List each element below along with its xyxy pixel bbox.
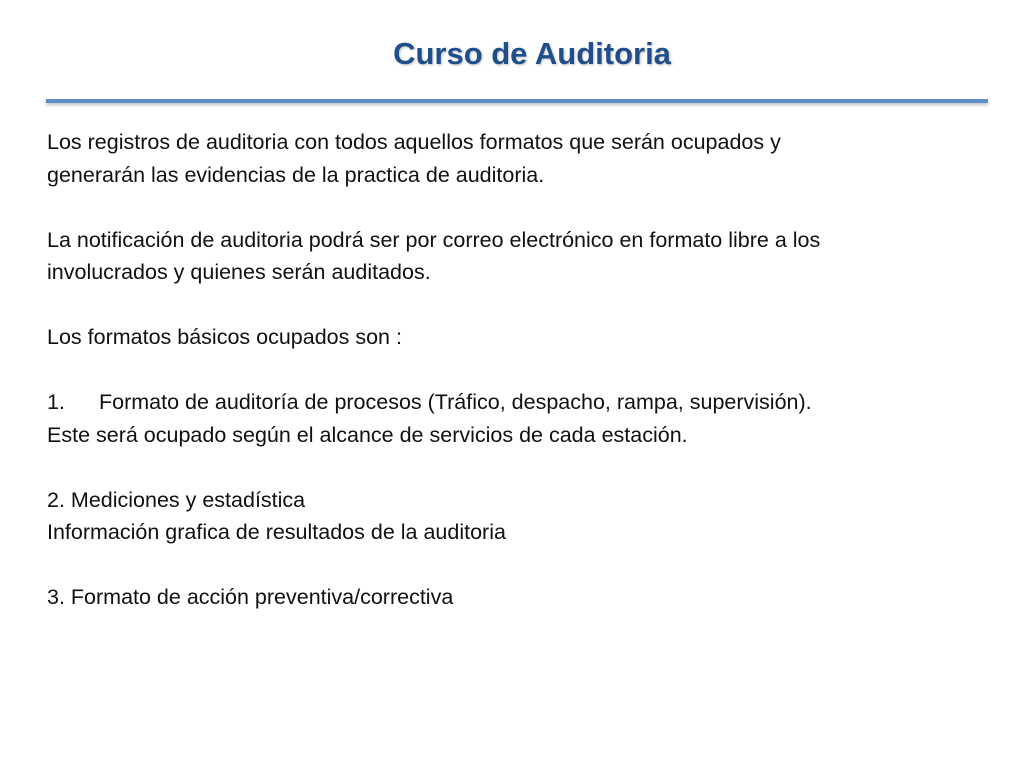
paragraph-gap [47, 451, 1017, 484]
slide-title: Curso de Auditoria [393, 36, 671, 71]
body-text-line: Los registros de auditoria con todos aquellos formatos que serán ocupados y [47, 130, 781, 154]
paragraph-gap [47, 549, 1017, 582]
slide-body [47, 126, 1017, 614]
list-item-2: 2. Mediciones y estadística [47, 487, 306, 512]
list-item-text: Formato de auditoría de procesos (Tráfico, despacho, rampa, supervisión). [99, 390, 812, 414]
list-item-1 [47, 386, 1017, 419]
list-item-number: 1. [47, 390, 65, 414]
list-item-3: 3. Formato de acción preventiva/correctiva [47, 585, 454, 609]
list-item-note: Este será ocupado según el alcance de servicios de cada estación. [47, 422, 688, 447]
body-text-line: generarán las evidencias de la practica de auditoria. [47, 162, 545, 187]
paragraph-gap [47, 289, 1017, 322]
body-text-line: Los formatos básicos ocupados son : [47, 325, 402, 349]
body-text-line: La notificación de auditoria podrá ser por correo electrónico en formato libre a los [47, 227, 821, 252]
paragraph-gap [47, 191, 1017, 224]
title-underline-divider [46, 99, 988, 103]
body-text-line: involucrados y quienes serán auditados. [47, 260, 431, 284]
paragraph-gap [47, 354, 1017, 387]
list-item-note: Información grafica de resultados de la auditoria [47, 520, 506, 544]
